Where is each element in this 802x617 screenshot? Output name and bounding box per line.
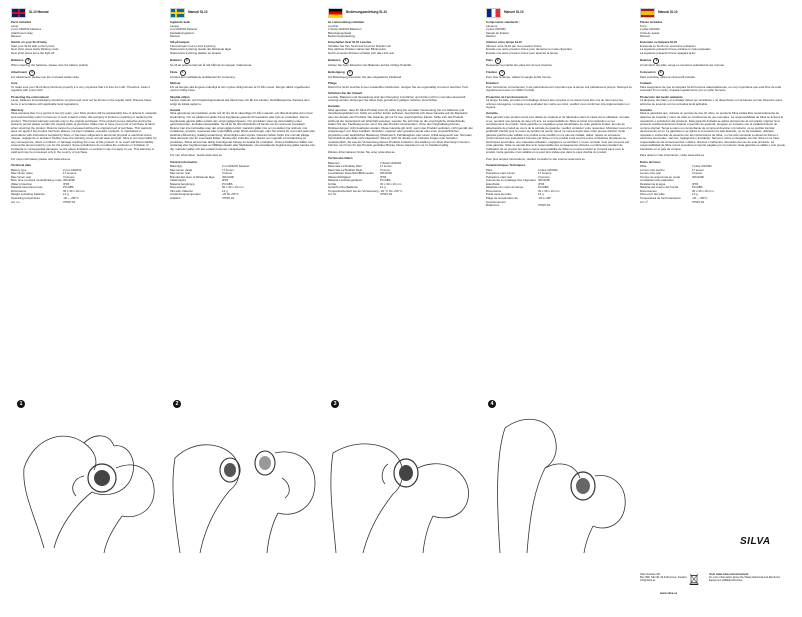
tech-value: IPX6	[538, 181, 545, 186]
tech-value: 3 lumens	[63, 174, 75, 179]
hand-opening-lamp-illustration	[14, 398, 164, 553]
tech-key: Puissance maxi réel	[486, 174, 512, 179]
tech-key: Wasserdichtigkeit	[328, 174, 351, 179]
care-heading: Care	[11, 81, 18, 86]
tech-row	[170, 197, 316, 201]
pressing-button-illustration	[485, 398, 635, 553]
warranty-text: Silva warrants that, for a period of two (2) years, your Silva product will be substantially free of defects in materials and workmanship under normal use. If such a defect exists, this warranty is limited to repairing or replacing the product. This limited warranty extends only to the original purchaser. If the product proves defective during the warranty period please contact the original place of purchase. Make sure to have your proof of purchase at hand when returning the product. Returns cannot be processed without the original proof of purchase. This warranty does not apply if the product has been altered, not been installed, operated, repaired, or maintained in accordance with instructions supplied by Silva, or has been subjected to abnormal physical or electrical stress, misuse, negligence or accident. Neither does the warranty cover normal wear and tear. Silva is not responsible for any consequence, direct or indirect, or damage resulting from use of this product. In no event will Silva's liability exceed the amount paid by you for the product. Some jurisdictions do not allow the exclusion or limitation of incidental or consequential damages, so the above limitation or exclusion may not apply to you. This warranty is valid and may be processed only in the country of purchase.	[11, 111, 157, 155]
visit-text: for more information about the Waste Electrical and Electronic Equipment (WEEE) Directive.	[709, 576, 781, 583]
battery-insert-illustration	[170, 398, 320, 553]
batteries-text: Se till att polerna hamnar åt rätt håll när du stoppar i batterierna.	[170, 63, 252, 68]
tech-value: -20 – +50°C	[63, 196, 79, 201]
included-item: Cinta de ajuste	[640, 30, 660, 35]
switch-step: Nästa korta tryckning startar det blinkande läget	[170, 47, 232, 52]
warranty-text: Silva le garantiza que, durante un periodo de dos (2) años, su producto Silva estará libre sustancialmente de defectos de material y mano de obra en condiciones de uso normales. La responsabilidad de Silva se limita a la reparación o sustitución del producto. Esta garantía limitada se aplica únicamente al comprador original. Si el producto resulta defectuoso durante el periodo de garantía, póngase en contacto con el establecimiento de compra original. Tenga a mano su comprobante de compra al devolver el producto; no se podrán tramitar devoluciones sin él. La garantía no se aplica si el producto ha sido alterado, no se ha instalado, utilizado, reparado o mantenido de acuerdo con las instrucciones de Silva, o si ha sido sometido a esfuerzos físicos o eléctricos anormales, mal uso, negligencia o accidente. Tampoco cubre el desgaste normal. Silva no se hace responsable de las consecuencias o daños, directos o indirectos, derivados del uso de este producto. La responsabilidad de Silva nunca excederá el importe pagado por el producto. Esta garantía es válida y solo puede tramitarse en el país de compra.	[640, 111, 785, 151]
step-number: 1	[17, 400, 25, 408]
tech-value: IPX6	[63, 181, 70, 186]
manual-title: Manual SL10	[188, 10, 208, 15]
tech-key: Temperatura de funcionamiento	[640, 196, 681, 201]
step-3-illustration	[328, 398, 478, 553]
tech-key: Material del cuerpo del frontal	[640, 185, 679, 190]
warranty-text: Silva garantit votre produit contre tout défaut de matériel et de fabrication dans le cadre d'une utilisation normale et ce, pendant une période de deux (2) ans. La responsabilité de Silva se limite à la réparation ou au remplacement du produit. Cette garantie ne s'applique qu'au bénéficiaire de cette garantie limitée. En cas de défectuosité du produit au cours de la période de garantie, veuillez contacter votre revendeur. Munissez-vous d'un justificatif d'achat pour le retour du produit car aucun retour ne sera accepté sans votre preuve d'achat. Cette garantie perdra toute validité si le produit a été modifié ou n'a pas été installé, utilisé, réparé ou entretenu conformément aux instructions fournies par Silva ou si le produit a été soumis à des contraintes physiques ou électriques anormales, une mauvaise utilisation, négligence ou accident. L'usure normale n'est pas couverte par cette garantie. Silva ne saurait être tenu responsable des conséquences directes ou indirectes résultant de l'utilisation de ce produit. En aucun cas la responsabilité de Silva ne pourra excéder le montant payé pour le produit. Cette garantie n'est valable et ne peut être traitée que dans le pays d'achat du produit.	[486, 114, 632, 155]
switch-step: Encienda su SL10 con una breve pulsación	[640, 43, 696, 48]
step-number: 3	[331, 400, 339, 408]
flag-es-icon	[640, 8, 655, 18]
tech-value: -20 – +50°C	[692, 196, 708, 201]
tech-value: PC/ABS	[63, 185, 74, 190]
manual-title: Manual SL10	[658, 10, 678, 15]
tech-value: 12 g	[380, 185, 386, 190]
tech-table	[11, 169, 157, 204]
environment-heading: Protection de l'environnement	[486, 94, 528, 99]
tech-key: Max lumen real	[11, 174, 31, 179]
language-column-fr	[486, 8, 632, 208]
warranty-text: Silva garanterar att produkten under två (2) års tid är väsentligen fri från material- och tillverkningsfel vid normal användning. Om ett sådant fel skulle finnas begränsas garantin till reparation eller byte av produkten. Denna begränsade garanti gäller endast den ursprungliga köparen. Om produkten visar sig vara felaktig under garantiperioden, kontakta inköpsstället. Se till att ha ditt inköpskvitto till hands när du returnerar produkten. Returer kan inte behandlas utan det ursprungliga kvittot. Garantin gäller inte om produkten har ändrats, inte installerats, använts, reparerats eller underhållits enligt Silvas anvisningar, eller har utsatts för onormal fysisk eller elektrisk påfrestning, felaktig användning, försumlighet eller olycka. Garantin täcker heller inte normalt slitage. Silva ansvarar inte för eventuella följder, direkta eller indirekta, eller skador som uppstår vid användning av produkten. Silvas ansvar kan aldrig överstiga det belopp du betalat för produkten. Vissa jurisdiktioner tillåter inte undantag eller begränsningar av tillfälliga skador eller följdskador, så ovanstående begränsning gäller kanske inte dig. Garantin gäller och kan endast hanteras i inköpslandet.	[170, 111, 315, 151]
tech-value: 37597-91	[692, 199, 705, 204]
care-heading: Pflege	[328, 81, 337, 86]
column-header	[640, 8, 786, 18]
care-heading: Skötsel	[170, 81, 181, 86]
tech-value: -20 °C bis +50 °C	[380, 188, 403, 193]
tech-row	[328, 193, 474, 197]
tech-table	[486, 169, 632, 208]
tech-key: Lumen máx.real	[640, 171, 661, 176]
care-heading: Entretien	[486, 81, 499, 86]
switch-heading: Einschalten Ihrer SL10 Leuchte	[328, 40, 372, 45]
batteries-heading: Batterier	[170, 58, 182, 63]
included-heading: Parts Included	[11, 20, 31, 24]
tech-value: 30 x 30 x 10 mm	[222, 185, 244, 190]
visit-label: Visit: www.silva.se/environment	[709, 573, 749, 576]
switch-heading: Slå på lampan	[170, 40, 190, 45]
tech-value: 17 lumens	[538, 171, 552, 176]
flag-uk-icon	[11, 8, 26, 18]
batteries-text: Achten Sie beim Einsetzen der Batterien auf die richtige Polarität.	[328, 63, 412, 68]
tech-key: Material head lamp body	[11, 185, 43, 190]
care-text: Para asegurarse de que su lámpara SL10 funcione adecuadamente, es muy importante que esté libre de toda suciedad. Por lo tanto, límpiela regularmente con un paño húmedo.	[640, 84, 781, 93]
step-4-illustration	[485, 398, 635, 553]
manual-title: Bedienungsanleitung SL10	[346, 10, 387, 15]
switch-heading: Allumez votre lampe SL10	[486, 40, 522, 45]
care-heading: Cuidado	[640, 81, 652, 86]
warranty-heading: Garantie	[328, 104, 340, 109]
included-item: Sangle de fixation	[486, 30, 509, 35]
silva-logo: SILVA	[740, 536, 771, 547]
step-2-ref-icon: 2	[495, 58, 501, 64]
tech-key: Dimensiones	[640, 188, 657, 193]
tech-key: Leuchtdauer Dauerlicht/Blinkmodus	[328, 171, 374, 176]
weee-info	[709, 573, 791, 583]
step-2-ref-icon: 2	[184, 58, 190, 64]
step-4-ref-icon: 4	[347, 70, 353, 76]
step-2-illustration	[170, 398, 320, 553]
tech-key: Lumen máx.teórico	[640, 167, 665, 172]
tech-key: Brinntid fast sken & blinkande läge	[170, 174, 215, 179]
tech-key: Batterien	[328, 160, 340, 165]
attachment-text: Använd det medföljande textilbandet för montering.	[170, 75, 236, 80]
step-number: 4	[488, 400, 496, 408]
tech-value: 30h/100h	[380, 171, 393, 176]
environment-text: Lamp, batteries and packaging should be recycled and must not be thrown in the regular trash. Dispose these items in accordance with applicable local regulations.	[11, 98, 152, 106]
tech-key: Matériaux du corps de lampe	[486, 185, 524, 190]
website-link[interactable]: www.silva.se	[660, 591, 678, 595]
switch-step: Nästa korta tryckning släcker av lampan	[170, 50, 222, 55]
column-header	[486, 8, 632, 18]
included-item: 2 Stück CR2032 Batterien	[328, 27, 362, 32]
tech-key: Användningstemperatur	[170, 192, 201, 197]
switch-step: Start your SL10 with a short press	[11, 43, 55, 48]
tech-key: Gewicht ohne Batterien	[328, 185, 359, 190]
step-4-ref-icon: 4	[658, 70, 664, 76]
closing-lamp-illustration	[328, 398, 478, 553]
care-text: För att lampan ska fungera ordentligt är det mycket viktigt att den är fri från smuts. Rengör därför regelbundet med en fuktig trasa.	[170, 84, 310, 93]
tech-value: 3 lumen	[692, 171, 703, 176]
company-address	[640, 573, 688, 583]
batteries-text: When inserting the batteries, please note the battery polarity.	[11, 63, 89, 68]
step-2-ref-icon: 2	[343, 58, 349, 64]
flag-de-icon	[328, 8, 343, 18]
tech-key: Art. no	[11, 199, 20, 204]
tech-key: Art. nº	[640, 199, 648, 204]
tech-key: Water protection	[11, 181, 33, 186]
tech-key: Pilas	[640, 164, 647, 169]
tech-key: Piles	[486, 167, 493, 172]
included-heading: Piezas Incluidas	[640, 20, 663, 24]
switch-step: Next short press turns the light off	[11, 50, 55, 55]
tech-key: Weight excluding batteries	[11, 192, 45, 197]
included-item: Lamp	[11, 23, 19, 28]
care-text: To make sure your SL10 lamp functions properly it is very important that it is free from dirt. Therefore, clean it regularly with a wet cloth.	[11, 84, 151, 93]
tech-key: Temperaturbereich bei der Verwendung	[328, 188, 379, 193]
tech-value: 3 lumen	[380, 167, 391, 172]
tech-row	[486, 204, 632, 208]
tech-value: 12 g	[63, 192, 69, 197]
step-4-ref-icon: 4	[499, 70, 505, 76]
attachment-text: Pour fixer la lampe, utilisez la sangle textile fournie.	[486, 75, 552, 80]
tech-value: 2 pcs CR2032	[63, 167, 82, 172]
switch-step: Allumez votre SL10 par une pression brève	[486, 43, 542, 48]
environment-heading: Protecting the environment	[11, 94, 49, 99]
attachment-heading: Attachment	[11, 70, 27, 75]
tech-key: Autonomie en éclairage fixe/ clignotant	[486, 178, 536, 183]
flag-fr-icon	[486, 8, 501, 18]
included-heading: Ingående delar	[170, 20, 191, 24]
tech-key: Vattenskydd	[170, 178, 186, 183]
tech-key: Maximale Lichtstärke Wert	[328, 164, 363, 169]
switch-step: Das nächste Drücken startet den Blinkmodus	[328, 47, 386, 52]
batteries-heading: Batteries	[11, 58, 24, 63]
tech-value: 30h/100h	[222, 174, 235, 179]
tech-key: Max lumen värde	[170, 167, 193, 172]
tech-key: Dimensioner	[170, 185, 187, 190]
tech-value: 3 lumen	[222, 171, 233, 176]
included-item: Manual	[640, 34, 650, 39]
switch-step: Schalten Sie Ihre SL10 durch kurzes Drücken ein	[328, 43, 392, 48]
included-item: Lampa	[170, 23, 179, 28]
tech-value: 12 g	[692, 192, 698, 197]
address-line: info@silva.se	[640, 579, 656, 583]
tech-value: 37597-91	[222, 196, 235, 201]
batteries-heading: Batterien	[328, 58, 341, 63]
tech-value: 17 lumen	[380, 164, 392, 169]
language-column-se	[170, 8, 316, 201]
tech-row	[11, 201, 157, 205]
switch-heading: Switch on your SL10 lamp	[11, 40, 47, 45]
step-1-illustration	[14, 398, 164, 553]
tech-value: IPX6	[380, 174, 387, 179]
address-line: Box 998, SE-191 29 Sollentuna, Sweden	[640, 576, 688, 580]
more-info-text: Weitere Informationen finden Sie unter www.silva.se	[328, 149, 395, 154]
included-item: 2 piles CR2032	[486, 27, 506, 32]
warranty-heading: Garantía	[640, 107, 652, 112]
column-header	[328, 8, 474, 18]
step-2-ref-icon: 2	[653, 58, 659, 64]
tech-key: Material lampkropp	[170, 181, 195, 186]
manual-title: Manuel SL10	[504, 10, 524, 15]
tech-key: Batterityp	[170, 164, 183, 169]
tech-key: Artikelnr	[170, 196, 181, 201]
language-column-es	[640, 8, 786, 204]
attachment-text: For attachment, please use the enclosed textile strap.	[11, 75, 80, 80]
tech-key: Plage de température de fonctionnement	[486, 196, 518, 204]
tech-table	[640, 165, 786, 204]
more-info-text: For more information please visit www.silva.se	[11, 156, 71, 161]
attachment-heading: Colocación	[640, 70, 656, 75]
tech-heading: Technische Daten	[328, 156, 353, 161]
tech-value: 2 pilas CR2032	[692, 164, 712, 169]
tech-row	[640, 201, 786, 205]
tech-row	[486, 197, 632, 204]
warranty-heading: Warranty	[11, 107, 24, 112]
tech-key: Art. Nr.	[328, 192, 337, 197]
included-item: 2 st CR2032 batterier	[170, 27, 198, 32]
column-header	[11, 8, 157, 18]
tech-value: 30h/100h	[538, 178, 551, 183]
address-line: Silva Sweden AB	[640, 573, 660, 576]
tech-value: PC/ABS	[380, 178, 391, 183]
environment-text: La lampe frontale, les piles et l'emballage doivent être recyclés et ne doivent pas être mis au rebut avec les ordures ménagères. Lorsque vous souhaitez les mettre au rebut, veuillez vous conformer à la réglementation en vigueur.	[486, 98, 630, 110]
tech-value: 30 x 30 x 10 mm	[538, 188, 560, 193]
tech-table	[328, 162, 474, 197]
tech-heading: Technical data	[11, 163, 31, 168]
more-info-text: För mer information, besök www.silva.se	[170, 153, 222, 158]
step-4-ref-icon: 4	[180, 70, 186, 76]
care-text: Damit Ihre SL10 Leuchte immer einwandfrei funktioniert, reinigen Sie sie regelmäßig mit einem feuchten Tuch.	[328, 84, 470, 89]
included-heading: Im Lieferumfang enthalten	[328, 20, 365, 24]
language-column-uk	[11, 8, 157, 204]
flag-se-icon	[170, 8, 185, 18]
manual-title: SL10 Manual	[29, 10, 49, 15]
environment-text: La lámpara, las pilas y el embalaje deben ser reciclados y no desecharse con la basura normal. Deseche estos artículos de acuerdo con la normativa local aplicable.	[640, 98, 783, 106]
included-item: Fastsättningsband	[170, 30, 194, 35]
step-number: 2	[173, 400, 181, 408]
tech-value: 30 x 30 x 10 mm	[63, 188, 85, 193]
tech-value: 17 lumen	[222, 167, 234, 172]
tech-key: Dimensions	[486, 188, 502, 193]
included-item: Lanterne	[486, 23, 498, 28]
tech-key: Max lumen real	[170, 171, 190, 176]
tech-value: IPX6	[692, 181, 699, 186]
attachment-text: Para colocarla, utilice la cinta textil incluida.	[640, 75, 696, 80]
attachment-heading: Fixation	[486, 70, 498, 75]
warranty-text: Silva garantiert, dass Ihr Silva-Produkt zwei (2) Jahre lang bei normaler Verwendung frei von Material- und Verarbeitungsfehlern ist. Sollte ein solcher Fehler auftreten, beschränkt sich diese Garantie auf die Reparatur oder den Ersatz des Produkts. Die Garantie gilt nur für den ursprünglichen Käufer. Sollte sich das Produkt während der Garantiezeit als fehlerhaft erweisen, wenden Sie sich bitte an die ursprüngliche Verkaufsstelle. Halten Sie den Kaufbeleg bereit, wenn Sie das Produkt zurücksenden. Ohne den Originalbeleg können Rücksendungen nicht bearbeitet werden. Diese Garantie gilt nicht, wenn das Produkt verändert, nicht gemäß den Anweisungen von Silva installiert, betrieben, repariert oder gewartet wurde oder einer ungewöhnlichen physischen oder elektrischen Belastung, Missbrauch, Fahrlässigkeit oder einem Unfall ausgesetzt war. Normaler Verschleiß ist ebenfalls nicht abgedeckt. Silva ist nicht für direkte oder indirekte Folgen oder Schäden verantwortlich, die aus der Verwendung dieses Produkts entstehen. Die Haftung von Silva übersteigt in keinem Fall den von Ihnen für das Produkt gezahlten Betrag. Diese Garantie ist nur im Kaufland gültig.	[328, 107, 473, 148]
included-item: Foco	[640, 23, 647, 28]
tech-heading: Caractéristiques Techniques	[486, 163, 526, 168]
batteries-text: Al introducir las pilas, tenga en cuenta la polaridad de las mismas.	[640, 63, 725, 68]
tech-value: 3 lumens	[538, 174, 550, 179]
tech-value: 37597-91	[538, 203, 551, 208]
tech-key: Vikt exkl. batterier	[170, 188, 193, 193]
tech-key: Dimensions	[11, 188, 27, 193]
switch-step: Durch erneutes Drücken schaltet sich das Licht aus	[328, 50, 394, 55]
tech-key: Material Leuchtengehäuse	[328, 178, 363, 183]
tech-key: Battery type	[11, 167, 27, 172]
attachment-heading: Befestigung	[328, 70, 345, 75]
switch-step: Ensuite une autre pression brève pour démarrer le mode clignotant	[486, 47, 572, 52]
tech-value: 30 x 30 x 10 mm	[692, 188, 714, 193]
tech-value: 12 g	[222, 188, 228, 193]
included-item: Leuchte	[328, 23, 339, 28]
tech-value: 37597-91	[63, 199, 76, 204]
tech-key: Operating temperature	[11, 196, 41, 201]
more-info-text: Pour plus amples informations, veuillez consulter le site internet www.silva.se	[486, 156, 585, 161]
tech-heading: Datos técnicos	[640, 159, 661, 164]
warranty-heading: Garantie	[486, 111, 498, 116]
tech-key: Tiempo de autonomía en modo constante/modo parpadeo	[640, 174, 681, 183]
included-heading: Composants standards :	[486, 20, 520, 24]
tech-value: 17 lumen	[692, 167, 704, 172]
tech-key: Poids sans les piles	[486, 192, 512, 197]
tech-key: Größe	[328, 181, 337, 186]
tech-key: Burn time constant mode/blinking mode	[11, 178, 62, 183]
tech-value: 2 piles CR2032	[538, 167, 558, 172]
switch-step: Next short press starts blinking mode	[11, 47, 59, 52]
switch-step: Tänd lampan med en kort tryckning	[170, 43, 216, 48]
care-text: Pour fonctionner correctement, il est particulièrement important que la lampe soit parfaitement propre. Nettoyez-la régulièrement avec un chiffon humide.	[486, 84, 632, 93]
warranty-heading: Garanti	[170, 107, 181, 112]
tech-value: 37597-91	[380, 192, 393, 197]
included-item: Manual	[11, 34, 21, 39]
tech-value: PC/ABS	[538, 185, 549, 190]
tech-value: -20 à +50°	[538, 196, 552, 201]
attachment-heading: Fäste	[170, 70, 178, 75]
step-4-ref-icon: 4	[29, 70, 35, 76]
included-item: Befestigungsband	[328, 30, 352, 35]
step-2-ref-icon: 2	[25, 58, 31, 64]
environment-heading: Skydda miljön	[170, 94, 190, 99]
language-column-de	[328, 8, 474, 197]
tech-value: 30h/100h	[692, 174, 705, 179]
more-info-text: Para obtener más información, visite www.silva.se	[640, 153, 705, 158]
switch-step: La siguiente pulsación breve apagará la luz	[640, 50, 696, 55]
tech-value: -20 till +50°C	[222, 192, 239, 197]
tech-key: Référence	[486, 203, 500, 208]
switch-step: Ensuite une autre pression brève pour éteindre la lampe	[486, 50, 558, 55]
tech-key: Puissance maxi lumen	[486, 171, 515, 176]
tech-key: Resistencia al agua	[640, 181, 666, 186]
switch-heading: Encender su lámpara SL10	[640, 40, 677, 45]
included-item: Bedienungsanleitung	[328, 34, 356, 39]
included-item: 2 pcs CR2032 batteries	[11, 27, 42, 32]
column-header	[170, 8, 316, 18]
batteries-heading: Piles	[486, 58, 493, 63]
environment-heading: Schützen Sie die Umwelt	[328, 91, 363, 96]
batteries-heading: Baterías	[640, 58, 652, 63]
tech-key: Maximale Lichtstärke Real	[328, 167, 362, 172]
tech-value: PC/ABS	[222, 181, 233, 186]
attachment-text: Zur Befestigung benutzen Sie das mitgelieferte Klettband.	[328, 75, 402, 80]
tech-value: 12 g	[538, 192, 544, 197]
environment-text: Lampa, batterier och förpackningsmaterial ska återvinnas och får inte kastas i hushållssoporna. Kassera dem enligt de lokala reglerna.	[170, 98, 310, 106]
tech-value: 30h/100h	[63, 178, 76, 183]
tech-value: IPX6	[222, 178, 229, 183]
batteries-text: Respectez la polarité des piles lors de leur insertion.	[486, 63, 553, 68]
tech-key: Peso excl. las pilas	[640, 192, 665, 197]
tech-value: 2 st CR2032 batterier	[222, 164, 250, 169]
switch-step: La siguiente pulsación breve iniciará el modo parpadeo	[640, 47, 711, 52]
tech-value: 30 x 30 x 10 mm	[380, 181, 402, 186]
tech-heading: Teknisk information	[170, 159, 198, 164]
included-item: Manuel	[486, 34, 496, 39]
tech-value: 2 Stück CR2032	[380, 160, 402, 165]
environment-heading: Protección del medio ambiente	[640, 94, 683, 99]
tech-value: 17 lumens	[63, 171, 77, 176]
included-item: 2 pilas CR2032	[640, 27, 660, 32]
environment-text: Leuchte, Batterien und Verpackung sind dem Recycling zuzuführen und dürfen nicht im normalen Hausmüll entsorgt werden. Entsorgen Sie diese Teile gemäß den gültigen örtlichen Vorschriften.	[328, 94, 466, 103]
weee-bin-icon	[689, 573, 699, 585]
included-item: Manual	[170, 34, 180, 39]
tech-key: Max lumen value	[11, 171, 33, 176]
tech-table	[170, 165, 316, 200]
included-item: Attachment strap	[11, 30, 33, 35]
tech-value: PC/ABS	[692, 185, 703, 190]
tech-key: Étanchéité	[486, 181, 500, 186]
